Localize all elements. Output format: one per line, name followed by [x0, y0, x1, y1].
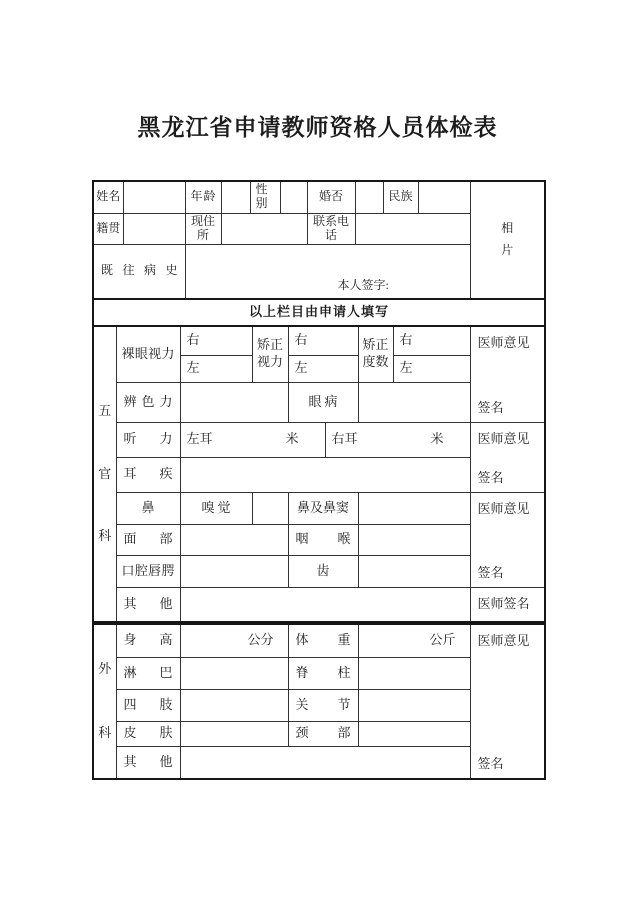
naked-vision-label: 裸眼视力 [116, 327, 180, 382]
joint-label: 关节 [288, 689, 358, 721]
medical-history-label: 既往病史 [93, 244, 185, 299]
native-place-label: 籍贯 [93, 213, 123, 244]
gender-value-cell[interactable] [280, 181, 307, 213]
lymph-value[interactable] [180, 657, 288, 689]
doctor-opinion-label: 医师意见 [477, 500, 530, 516]
ent-other-label: 其他 [116, 587, 180, 622]
smell-label: 嗅觉 [180, 492, 252, 524]
nose-sinus-label: 鼻及鼻窦 [288, 492, 358, 524]
spine-value[interactable] [358, 657, 470, 689]
skin-label: 皮肤 [116, 721, 180, 746]
throat-label: 咽喉 [288, 524, 358, 555]
surgery-other-value[interactable] [180, 746, 470, 779]
left-ear-label: 左耳 [186, 431, 213, 447]
hearing-right-ear-value[interactable] [325, 422, 470, 457]
eye-disease-value[interactable] [358, 382, 470, 422]
ent-doctor-sign-cell: 医师签名 [470, 587, 545, 622]
weight-label: 体重 [288, 624, 358, 657]
height-label: 身高 [116, 624, 180, 657]
color-vision-label: 辨色力 [116, 382, 180, 422]
age-label: 年龄 [185, 181, 221, 213]
marital-label: 婚否 [307, 181, 355, 213]
sign-label: 签名 [477, 469, 504, 485]
native-place-value-cell[interactable] [123, 213, 185, 244]
name-value-cell[interactable] [123, 181, 185, 213]
height-value[interactable] [180, 624, 288, 657]
doctor-opinion-label: 医师意见 [477, 335, 530, 350]
photo-box [470, 181, 545, 299]
phone-label: 联系电话 [307, 213, 355, 244]
naked-vision-right-value[interactable]: 右 [180, 327, 252, 355]
corrected-degree-left-value[interactable]: 左 [393, 355, 470, 382]
sign-label: 签名 [477, 564, 504, 580]
applicant-section-banner: 以上栏目由申请人填写 [93, 299, 545, 326]
joint-value[interactable] [358, 689, 470, 721]
gender-label: 性别 [250, 181, 280, 213]
neck-value[interactable] [358, 721, 470, 746]
nose-throat-doctor-opinion-cell [470, 492, 545, 587]
residence-value-cell[interactable] [221, 213, 307, 244]
photo-label-line1: 相 [501, 221, 514, 236]
corrected-vision-right-value[interactable]: 右 [288, 327, 358, 355]
surgery-section-table [92, 623, 546, 780]
surgery-section-label: 外 科 [93, 624, 116, 779]
ent-section-table [92, 327, 546, 623]
ear-disease-value[interactable] [180, 457, 470, 492]
face-value[interactable] [180, 524, 288, 555]
ear-doctor-opinion-cell [470, 422, 545, 492]
residence-label: 现住所 [185, 213, 221, 244]
ethnicity-label: 民族 [383, 181, 418, 213]
phone-value-cell[interactable] [355, 213, 470, 244]
teeth-label: 齿 [288, 555, 358, 587]
hearing-left-ear-value[interactable] [180, 422, 325, 457]
meter-label: 米 [285, 431, 299, 447]
skin-value[interactable] [180, 721, 288, 746]
corrected-degree-label: 矫正 度数 [358, 327, 393, 382]
name-label: 姓名 [93, 181, 123, 213]
limbs-label: 四肢 [116, 689, 180, 721]
corrected-vision-left-value[interactable]: 左 [288, 355, 358, 382]
right-ear-label: 右耳 [331, 431, 358, 447]
hearing-label: 听力 [116, 422, 180, 457]
spine-label: 脊柱 [288, 657, 358, 689]
face-label: 面部 [116, 524, 180, 555]
color-vision-value[interactable] [180, 382, 288, 422]
eye-disease-label: 眼病 [288, 382, 358, 422]
ethnicity-value-cell[interactable] [418, 181, 470, 213]
oral-label: 口腔唇腭 [116, 555, 180, 587]
nose-sinus-value[interactable] [358, 492, 470, 524]
limbs-value[interactable] [180, 689, 288, 721]
eye-doctor-opinion-cell [470, 327, 545, 422]
medical-history-value-cell[interactable] [185, 244, 470, 299]
naked-vision-left-value[interactable]: 左 [180, 355, 252, 382]
doctor-opinion-label: 医师意见 [477, 430, 530, 446]
ent-section-label: 五 官 科 [93, 327, 116, 622]
ent-other-value[interactable] [180, 587, 470, 622]
nose-label: 鼻 [116, 492, 180, 524]
smell-value[interactable] [252, 492, 288, 524]
oral-value[interactable] [180, 555, 288, 587]
sign-label: 签名 [477, 399, 504, 415]
surgery-other-label: 其他 [116, 746, 180, 779]
weight-value[interactable] [358, 624, 470, 657]
exam-form [92, 180, 545, 780]
applicant-info-table [92, 180, 546, 327]
surgery-doctor-opinion-cell [470, 624, 545, 779]
lymph-label: 淋巴 [116, 657, 180, 689]
form-title: 黑龙江省申请教师资格人员体检表 [137, 115, 498, 140]
kg-label: 公斤 [429, 632, 456, 648]
cm-label: 公分 [247, 632, 274, 648]
age-value-cell[interactable] [221, 181, 250, 213]
corrected-degree-right-value[interactable]: 右 [393, 327, 470, 355]
photo-label-line2: 片 [501, 243, 514, 257]
marital-value-cell[interactable] [355, 181, 383, 213]
teeth-value[interactable] [358, 555, 470, 587]
neck-label: 颈部 [288, 721, 358, 746]
meter-label: 米 [430, 431, 444, 447]
ear-disease-label: 耳疾 [116, 457, 180, 492]
corrected-vision-label: 矫正 视力 [252, 327, 288, 382]
throat-value[interactable] [358, 524, 470, 555]
doctor-opinion-label: 医师意见 [477, 633, 530, 648]
self-sign-label: 本人签字: [337, 278, 389, 293]
sign-label: 签名 [477, 756, 504, 772]
